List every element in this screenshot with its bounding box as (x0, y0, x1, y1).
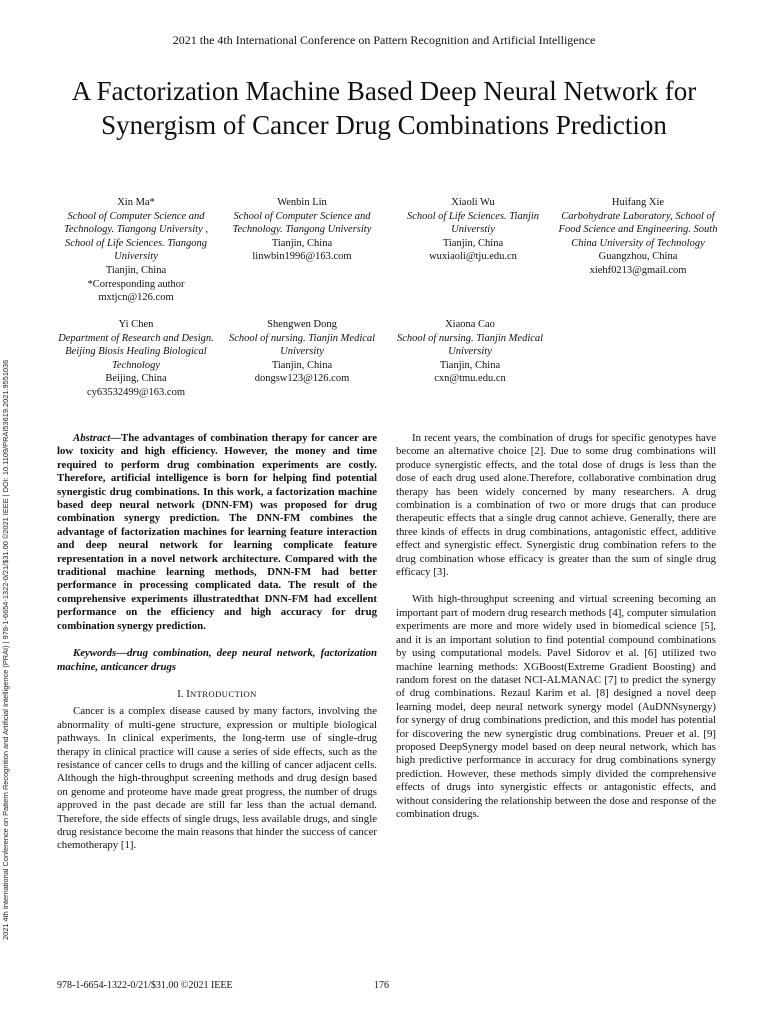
author-affiliation: Carbohydrate Laboratory, School of Food Science and Engineering. South China University of Technology (558, 210, 718, 249)
author-name: Wenbin Lin (277, 197, 327, 208)
section-number: I. (177, 687, 184, 700)
left-column (57, 432, 377, 853)
author-affiliation: School of Computer Science and Technology. Tiangong University (232, 210, 372, 236)
author-name: Xin Ma* (117, 197, 155, 208)
abstract-text: —The advantages of combination therapy for cancer are low toxicity and high efficiency. However, the money and time required to perform drug combination experiments are costly. Therefore, artificial intelligence is born for helping find potential synergistic drug combinations. In this work, a factorization machine based deep neural network (DNN-FM) was proposed for drug combination synergy prediction. The DNN-FM combines the advantage of factorization machines for learning feature interaction and deep neural network for learning complicate feature representation in a novel network architecture. Compared with the traditional machine learning methods, DNN-FM had better performance in processing complicated data. The result of the comprehensive experiments illustratedthat DNN-FM had excellent performance on the efficiency and high accuracy for drug combination synergy prediction. (57, 432, 377, 632)
conference-header: 2021 the 4th International Conference on Pattern Recognition and Artificial Intelligence (172, 33, 596, 47)
author-block (393, 196, 553, 264)
author-email: xiehf0213@gmail.com (589, 264, 687, 276)
intro-paragraph: Cancer is a complex disease caused by many factors, involving the abnormality of multi-gene structure, expression or multiple biological pathways. In clinical experiments, the long-term use of single-drug therapy in clinical practice will cause a series of side effects, such as the resistance of cancer cells to drugs and the killing of cancer adjacent cells. Although the high-throughput screening methods and drug design based on genome and proteome have made great progress, the number of drugs approved in the past decade are still far less than the actual demand. Therefore, the side effects of single drugs, less available drugs, and single drug resistance become the main reasons that hinder the success of cancer chemotherapy [1]. (57, 705, 377, 852)
author-email: linwbin1996@163.com (252, 251, 352, 263)
right-column (396, 432, 716, 821)
author-affiliation: Department of Research and Design. Beijing Biosis Healing Biological Technology (58, 332, 214, 371)
author-affiliation: School of Computer Science and Technology. Tiangong University , School of Life Sciences. Tiangong University (64, 210, 208, 263)
author-location: Tianjin, China (271, 359, 333, 371)
intro-paragraph: With high-throughput screening and virtual screening becoming an important part of modern drug research methods [4], computer simulation experiments are more and more widely used in biomedical science [5], and it is an important solution to find potential compound combinations by using computational models. Pavel Sidorov et al. [6] utilized two machine learning methods: XGBoost(Extreme Gradient Boosting) and random forest on the dataset NCI-ALMANAC [7] to predict the synergy of drug combinations. Rezaul Karim et al. [8] designed a novel deep learning model, deep neural network synergy model (AuDNNsynergy) for synergy of drug combinations prediction, and this model has potential for discovering the new synergistic drug combinations. Preuer et al. [9] proposed DeepSynergy model based on deep neural network, which has high predictive performance in accuracy for drug combinations synergy prediction. However, these methods simply divided the comprehensive effects of drugs into synergistic effects or antagonistic effects, and without considering the relationship between the dose and response of the combination drugs. (396, 593, 716, 820)
intro-paragraph: In recent years, the combination of drugs for specific genotypes have become an alternative choice [2]. Due to some drug combinations will produce synergistic effects, and the total dose of drugs is less than the dose of each drug used alone.Therefore, collaborative combination drug therapy has been widely concerned by many researchers. A drug combination is a combination of two or more drugs that can produce therapeutic effects that a single drug cannot achieve. Generally, there are three kinds of effects in drug combinations, antagonistic effect, additive effect and synergistic effect. Synergistic drug combination refers to the drug combination whose efficacy is greater than the sum of single drug efficacy [3]. (396, 432, 716, 579)
author-name: Xiaona Cao (445, 319, 495, 330)
side-doi-text: 2021 4th International Conference on Pattern Recognition and Artificial Intelligence (PRAI) | 978-1-6654-1322-0/21/$31.00 ©2021 IEEE | DOI: 10.1109/PRAI53619.2021.9551036 (1, 359, 10, 940)
author-email: mxtjcn@126.com (98, 292, 174, 304)
paper-title: A Factorization Machine Based Deep Neural Network for Synergism of Cancer Drug Combinations Prediction (71, 76, 697, 140)
author-email: cy63532499@163.com (86, 386, 186, 398)
author-name: Xiaoli Wu (451, 197, 495, 208)
author-block (56, 318, 216, 400)
author-affiliation: School of Life Sciences. Tianjin Universtiy (406, 210, 540, 236)
author-location: Tianjin, China (271, 237, 333, 249)
page-number: 176 (374, 980, 389, 991)
abstract-label: Abstract (73, 432, 111, 444)
author-name: Shengwen Dong (267, 319, 337, 330)
abstract (57, 432, 377, 633)
author-note: *Corresponding author (87, 278, 185, 290)
author-name: Huifang Xie (611, 197, 665, 208)
author-email: dongsw123@126.com (254, 373, 350, 385)
author-block (390, 318, 550, 386)
author-location: Guangzhou, China (598, 251, 678, 263)
author-location: Tianjin, China (105, 264, 167, 276)
author-location: Tianjin, China (439, 359, 501, 371)
author-block (222, 318, 382, 386)
author-affiliation: School of nursing. Tianjin Medical University (396, 332, 544, 358)
author-block (558, 196, 718, 278)
section-heading (57, 688, 377, 701)
author-block (56, 196, 216, 305)
author-email: wuxiaoli@tju.edu.cn (429, 251, 517, 263)
section-initial: I (186, 687, 190, 700)
section-title-rest: NTRODUCTION (189, 688, 257, 699)
author-email: cxn@tmu.edu.cn (434, 373, 506, 385)
footer-isbn: 978-1-6654-1322-0/21/$31.00 ©2021 IEEE (57, 980, 233, 991)
author-affiliation: School of nursing. Tianjin Medical University (228, 332, 376, 358)
author-location: Tianjin, China (442, 237, 504, 249)
author-location: Beijing, China (105, 373, 167, 385)
keywords: Keywords—drug combination, deep neural network, factorization machine, anticancer drugs (57, 647, 377, 673)
author-name: Yi Chen (118, 319, 154, 330)
author-block (222, 196, 382, 264)
